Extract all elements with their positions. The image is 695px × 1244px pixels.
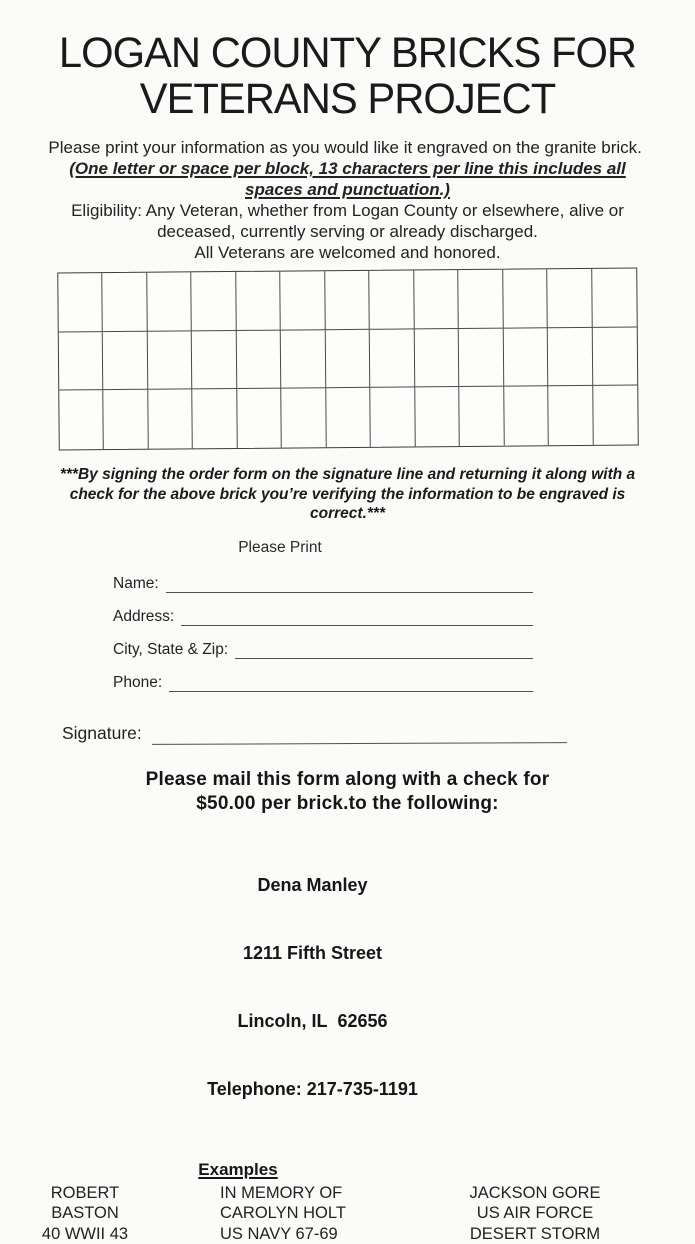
page-title-line1: LOGAN COUNTY BRICKS FOR xyxy=(58,29,637,77)
intro-lead-text: Please print your information as you would like it engraved on the granite brick. xyxy=(48,137,647,157)
engraving-cell xyxy=(102,273,147,332)
city-state-zip-field-line xyxy=(235,641,533,659)
engraving-cell xyxy=(280,272,325,331)
engraving-cell xyxy=(236,272,281,331)
contact-city-state-zip: Lincoln, IL 62656 xyxy=(237,1010,388,1031)
intro-emphasis-text: (One letter or space per block, 13 characters per line this includes all spaces and punctuation.) xyxy=(69,158,626,200)
contact-name: Dena Manley xyxy=(257,874,368,895)
welcome-line: All Veterans are welcomed and honored. xyxy=(194,243,501,263)
engraving-cell xyxy=(147,331,192,390)
city-state-zip-field-label: City, State & Zip: xyxy=(113,640,229,658)
engraving-cell xyxy=(370,388,415,447)
engraving-cell xyxy=(369,329,414,388)
engraving-cell xyxy=(191,272,236,331)
eligibility-text xyxy=(48,200,648,263)
example-brick-2 xyxy=(220,1183,380,1244)
engraving-cell xyxy=(324,271,369,330)
engraving-cell xyxy=(503,387,548,446)
example-brick-2-line3: US NAVY 67-69 xyxy=(220,1224,338,1243)
engraving-cell xyxy=(459,387,504,446)
city-state-zip-field-row xyxy=(113,639,533,659)
engraving-grid xyxy=(57,268,639,451)
signature-field-label: Signature: xyxy=(62,722,142,743)
example-brick-1-line1: ROBERT xyxy=(50,1183,120,1202)
phone-field-label: Phone: xyxy=(113,673,163,691)
example-brick-2-line1: IN MEMORY OF xyxy=(220,1183,343,1202)
engraving-cell xyxy=(592,386,637,445)
engraving-cell xyxy=(237,389,282,448)
contact-telephone: Telephone: 217-735-1191 xyxy=(207,1078,418,1099)
engraving-cell xyxy=(325,330,370,389)
engraving-cell xyxy=(58,332,103,391)
engraving-cell xyxy=(59,391,104,450)
engraving-cell xyxy=(148,390,193,449)
engraving-cell xyxy=(458,329,503,388)
engraving-cell xyxy=(413,270,458,329)
engraving-cell xyxy=(192,331,237,390)
example-brick-3-line3: DESERT STORM xyxy=(469,1224,601,1243)
example-brick-2-line2: CAROLYN HOLT xyxy=(220,1204,346,1223)
mailing-instruction-line1: Please mail this form along with a check for xyxy=(145,768,550,790)
signature-field-line xyxy=(152,722,567,745)
address-field-line xyxy=(181,608,533,626)
contact-block xyxy=(0,829,695,1146)
engraving-cell xyxy=(281,389,326,448)
examples-row xyxy=(0,1183,695,1244)
engraving-cell xyxy=(326,388,371,447)
example-brick-1-line2: BASTON xyxy=(51,1204,119,1223)
engraving-cell xyxy=(458,270,503,329)
address-field-label: Address: xyxy=(113,607,175,625)
example-brick-1 xyxy=(25,1183,145,1244)
page-title-line2: VETERANS PROJECT xyxy=(139,75,556,124)
phone-field-row xyxy=(113,672,533,692)
engraving-cell xyxy=(58,273,103,332)
engraving-cell xyxy=(547,269,592,328)
example-brick-3 xyxy=(465,1183,605,1244)
address-field-row xyxy=(113,606,533,626)
engraving-cell xyxy=(547,328,592,387)
engraving-cell xyxy=(592,327,637,386)
intro-paragraph xyxy=(39,137,657,200)
mailing-instruction-line2: $50.00 per brick.to the following: xyxy=(196,793,499,815)
example-brick-3-line1: JACKSON GORE xyxy=(469,1183,601,1202)
engraving-cell xyxy=(414,329,459,388)
contact-street: 1211 Fifth Street xyxy=(242,942,383,963)
example-brick-3-line2: US AIR FORCE xyxy=(476,1204,594,1223)
engraving-cell xyxy=(103,332,148,391)
engraving-cell xyxy=(369,271,414,330)
eligibility-line: Eligibility: Any Veteran, whether from Logan County or elsewhere, alive or deceased, currently serving or already discharged. xyxy=(71,201,624,242)
signature-field-row xyxy=(62,720,567,744)
disclaimer-text: ***By signing the order form on the signature line and returning it along with a check for the above brick you’re verifying the information to be engraved is correct.*** xyxy=(59,466,636,523)
engraving-cell xyxy=(236,331,281,390)
engraving-cell xyxy=(548,387,593,446)
engraving-cell xyxy=(103,390,148,449)
engraving-cell xyxy=(414,388,459,447)
name-field-row xyxy=(113,573,533,593)
page-title xyxy=(10,30,684,123)
please-print-label: Please Print xyxy=(238,538,322,556)
engraving-cell xyxy=(192,390,237,449)
order-form-page xyxy=(0,29,695,1243)
engraving-cell xyxy=(147,273,192,332)
name-field-line xyxy=(166,575,533,593)
engraving-cell xyxy=(502,270,547,329)
examples-heading: Examples xyxy=(198,1159,278,1179)
mailing-instruction xyxy=(0,768,695,817)
engraving-cell xyxy=(503,328,548,387)
example-brick-1-line3: 40 WWII 43 xyxy=(41,1224,129,1243)
phone-field-line xyxy=(169,674,533,692)
engraving-cell xyxy=(281,330,326,389)
contact-fields xyxy=(113,573,533,692)
name-field-label: Name: xyxy=(113,574,159,592)
engraving-cell xyxy=(591,269,636,328)
